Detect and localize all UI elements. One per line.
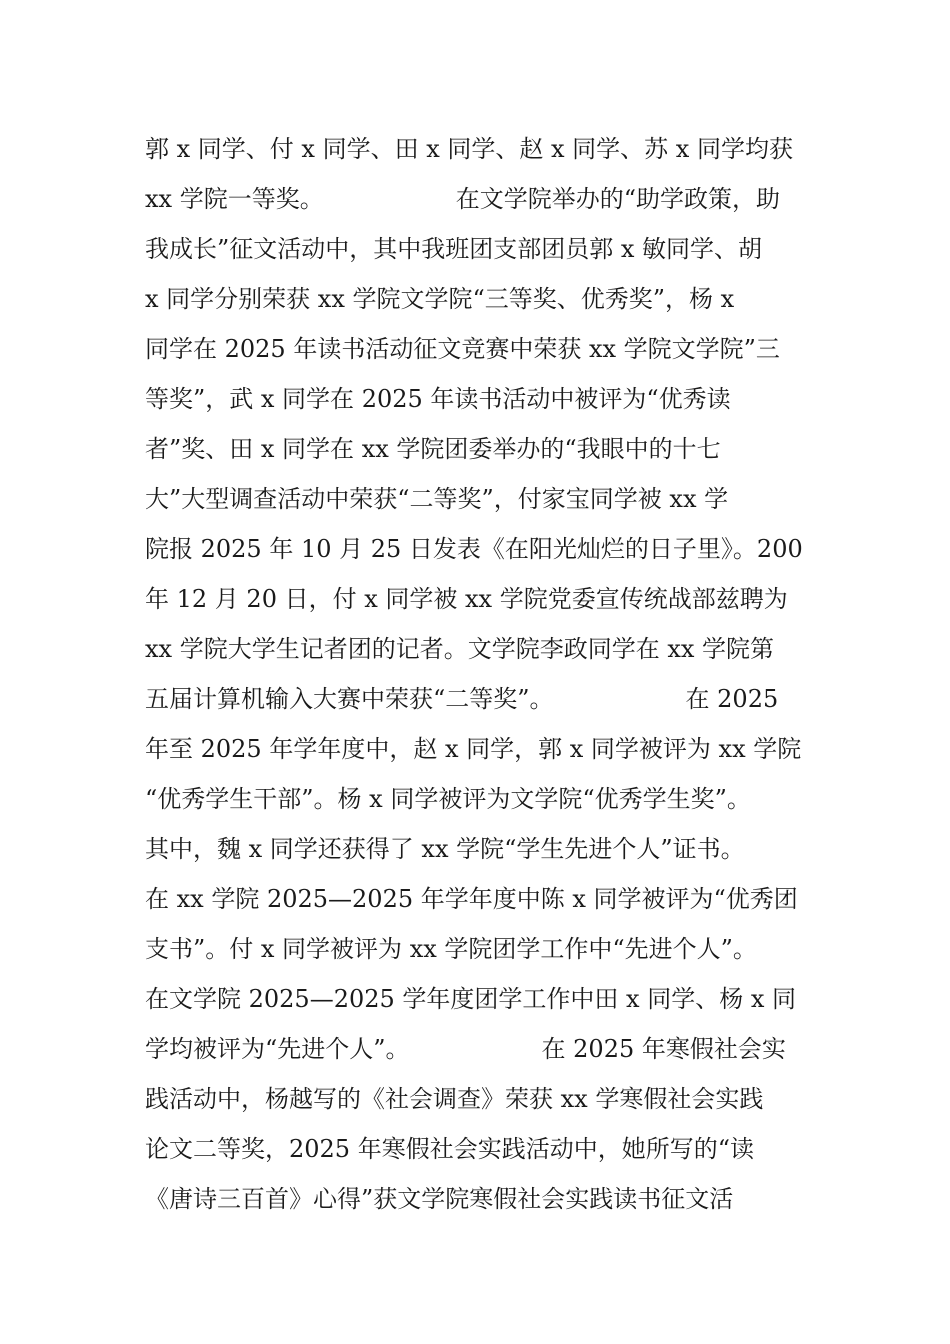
text-line: 郭 x 同学、付 x 同学、田 x 同学、赵 x 同学、苏 x 同学均获: [145, 135, 793, 163]
text-line: 践活动中，杨越写的《社会调查》荣获 xx 学寒假社会实践: [145, 1085, 764, 1113]
text-line: 等奖”，武 x 同学在 2025 年读书活动中被评为“优秀读: [145, 385, 731, 413]
text-line: 我成长”征文活动中，其中我班团支部团员郭 x 敏同学、胡: [145, 235, 763, 263]
text-line: 年至 2025 年学年度中，赵 x 同学，郭 x 同学被评为 xx 学院: [145, 735, 802, 763]
text-line: 论文二等奖，2025 年寒假社会实践活动中，她所写的“读: [145, 1135, 754, 1163]
text-line: x 同学分别荣获 xx 学院文学院“三等奖、优秀奖”，杨 x: [145, 285, 735, 313]
text-line: 年 12 月 20 日，付 x 同学被 xx 学院党委宣传统战部兹聘为: [145, 585, 788, 613]
text-line: 者”奖、田 x 同学在 xx 学院团委举办的“我眼中的十七: [145, 435, 721, 463]
text-line: xx 学院大学生记者团的记者。文学院李政同学在 xx 学院第: [145, 635, 775, 663]
text-line: 其中，魏 x 同学还获得了 xx 学院“学生先进个人”证书。: [145, 835, 745, 863]
text-line: 同学在 2025 年读书活动征文竞赛中荣获 xx 学院文学院”三: [145, 335, 780, 363]
body-text: [145, 124, 845, 1224]
text-line: 院报 2025 年 10 月 25 日发表《在阳光灿烂的日子里》。200: [145, 535, 803, 563]
text-line: 在文学院 2025—2025 学年度团学工作中田 x 同学、杨 x 同: [145, 985, 796, 1013]
text-line: 学均被评为“先进个人”。 在 2025 年寒假社会实: [145, 1035, 786, 1063]
text-line: xx 学院一等奖。 在文学院举办的“助学政策，助: [145, 185, 780, 213]
text-line: 《唐诗三百首》心得”获文学院寒假社会实践读书征文活: [145, 1185, 734, 1213]
text-line: 支书”。付 x 同学被评为 xx 学院团学工作中“先进个人”。: [145, 935, 757, 963]
text-line: “优秀学生干部”。杨 x 同学被评为文学院“优秀学生奖”。: [145, 785, 751, 813]
text-line: 五届计算机输入大赛中荣获“二等奖”。 在 2025: [145, 685, 779, 713]
text-line: 大”大型调查活动中荣获“二等奖”，付家宝同学被 xx 学: [145, 485, 729, 513]
text-line: 在 xx 学院 2025—2025 年学年度中陈 x 同学被评为“优秀团: [145, 885, 798, 913]
